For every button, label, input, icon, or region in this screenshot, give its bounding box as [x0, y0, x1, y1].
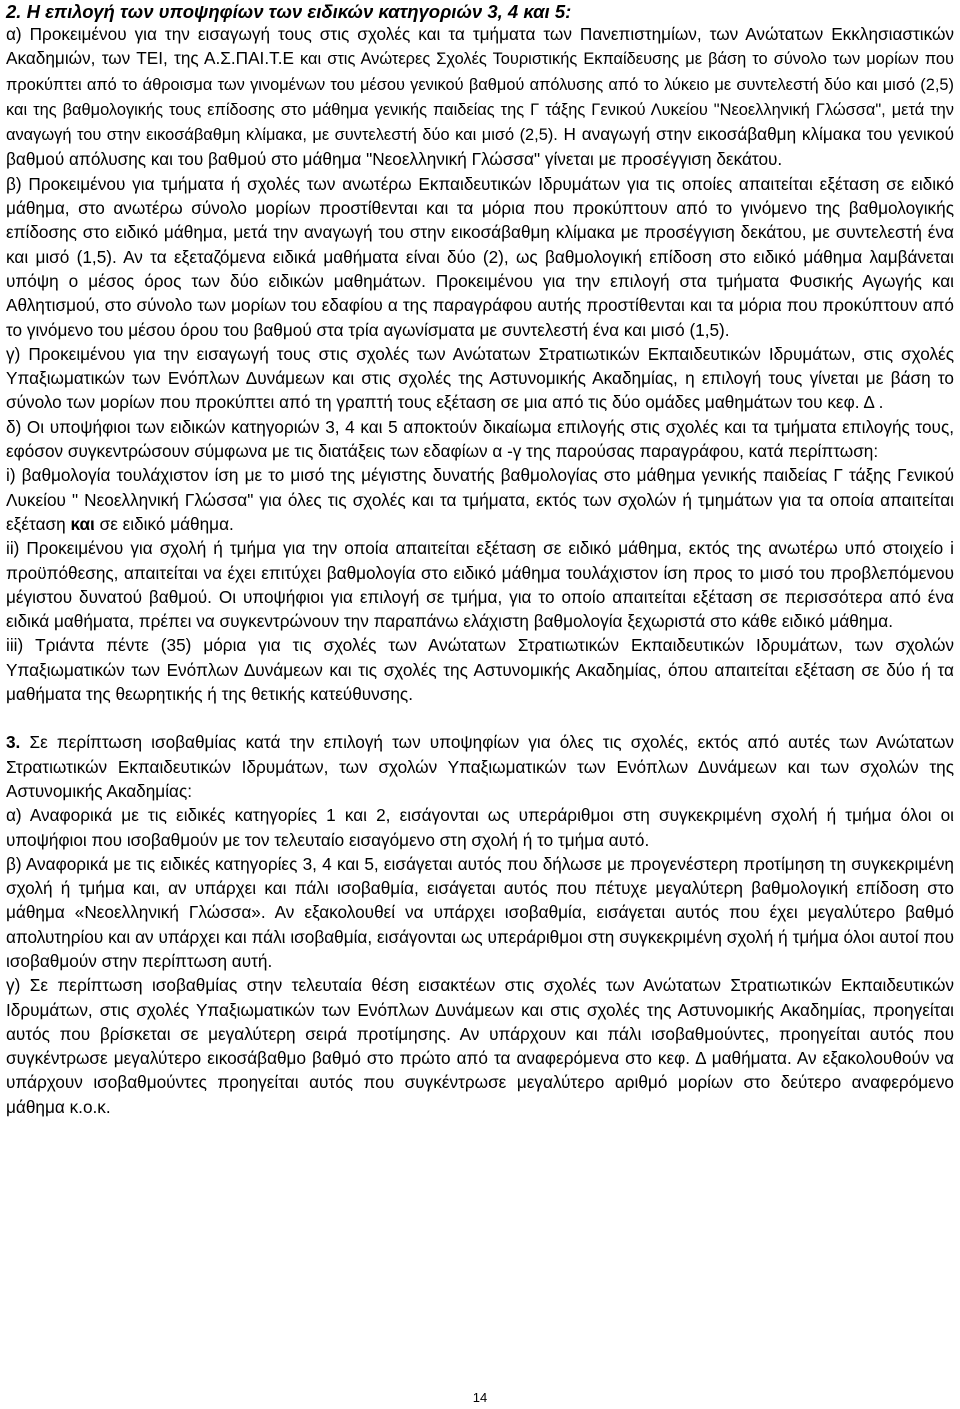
- paragraph-2d-iii: iii) Τριάντα πέντε (35) μόρια για τις σχολές των Ανώτατων Στρατιωτικών Εκπαιδευτικών Ιδρυμάτων, των σχολών Υπαξιωματικών των Ενόπλων Δυνάμεων και τις σχολές της Αστυνομικής Ακαδημίας, όπου απαιτείται εξέταση σε δύο ή τα μαθήματα της θεωρητικής ή της θετικής κατεύθυνσης.: [6, 635, 954, 705]
- paragraph-3b: β) Αναφορικά με τις ειδικές κατηγορίες 3, 4 και 5, εισάγεται αυτός που δήλωσε με προγενέστερη προτίμηση τη συγκεκριμένη σχολή ή τμήμα και, αν υπάρχει και πάλι ισοβαθμία, εισάγεται αυτός που πέτυχε μεγαλύτερη βαθμολογική επίδοση στο μάθημα «Νεοελληνική Γλώσσα». Αν εξακολουθεί να υπάρχει ισοβαθμία, εισάγεται αυτός που έχει μεγαλύτερο βαθμό απολυτηρίου και αν υπάρχει και πάλι ισοβαθμία, εισάγονται ως υπεράριθμοι στη συγκεκριμένη σχολή ή τμήμα όλοι αυτοί που ισοβαθμούν στην περίπτωση αυτή.: [6, 853, 954, 971]
- paragraph-2a-text-2: και στις Ανώτερες Σχολές Τουριστικής Εκπαίδευσης με βάση το σύνολο των μορίων που προκύπτει από το άθροισμα των γινομένων του μέσου γενικού βαθμού απόλυσης από το λύκειο με συντελεστή δύο και μισό (2,5) και της βαθμολογικής τους επίδοσης στο μάθημα γενικής παιδείας της Γ τάξης Γενικού Λυκείου "Νεοελληνική Γλώσσα", μετά την αναγωγή του στην εικοσάβαθμη κλίμακα, με συντελεστή δύο και μισό (2,5).: [6, 50, 954, 145]
- paragraph-2b: β) Προκειμένου για τμήματα ή σχολές των ανωτέρω Εκπαιδευτικών Ιδρυμάτων για τις οποίες απαιτείται εξέταση σε ειδικό μάθημα, στο ανωτέρω σύνολο μορίων προστίθενται και τα μόρια που προκύπτουν από το γινόμενο της βαθμολογικής επίδοσης στο ειδικό μάθημα, μετά την αναγωγή του στην εικοσάβαθμη κλίμακα με προσέγγιση δεκάτου, με συντελεστή ένα και μισό (1,5). Αν τα εξεταζόμενα ειδικά μαθήματα είναι δύο (2), ως βαθμολογική επίδοση στο ειδικό μάθημα λαμβάνεται υπόψη ο μέσος όρος των δύο ειδικών μαθημάτων. Προκειμένου για την επιλογή στα τμήματα Φυσικής Αγωγής και Αθλητισμού, στο σύνολο των μορίων του εδαφίου α της παραγράφου αυτής προστίθενται και τα μόρια που προκύπτουν από το γινόμενο του μέσου όρου του βαθμού στα τρία αγωνίσματα με συντελεστή ένα και μισό (1,5).: [6, 173, 954, 340]
- paragraph-2d-i-text-1: i) βαθμολογία τουλάχιστον ίση με το μισό της μέγιστης δυνατής βαθμολογίας στο μάθημα γενικής παιδείας Γ τάξης Γενικού Λυκείου " Νεοελληνική Γλώσσα" για όλες τις σχολές και τα τμήματα, εκτός των σχολών ή τμημάτων για τα οποία απαιτείται εξέταση: [6, 465, 954, 534]
- paragraph-3c: γ) Σε περίπτωση ισοβαθμίας στην τελευταία θέση εισακτέων στις σχολές των Ανώτατων Στρατιωτικών Εκπαιδευτικών Ιδρυμάτων, στις σχολές Υπαξιωματικών των Ενόπλων Δυνάμεων και στις σχολές της Αστυνομικής Ακαδημίας, προηγείται αυτός που βρίσκεται σε μεγαλύτερη σειρά προτίμησης. Αν υπάρχουν και πάλι ισοβαθμούντες, προηγείται αυτός που συγκέντρωσε μεγαλύτερο εικοσάβαθμο βαθμό στο πρώτο από τα αναφερόμενα στο κεφ. Δ μαθήματα. Αν εξακολουθούν να υπάρχουν ισοβαθμούντες προηγείται αυτός που συγκέντρωσε μεγαλύτερο αριθμό μορίων στο δεύτερο αναφερόμενο μάθημα κ.ο.κ.: [6, 975, 954, 1117]
- paragraph-3-intro: [6, 730, 954, 803]
- section-heading: 2. Η επιλογή των υποψηφίων των ειδικών κατηγοριών 3, 4 και 5:: [6, 1, 572, 22]
- paragraph-2d-i-text-2: σε ειδικό μάθημα.: [94, 513, 234, 534]
- paragraph-2a-text-3: Η αναγωγή στην εικοσάβαθμη κλίμακα του γενικού βαθμού απόλυσης και του βαθμού στο μάθημα "Νεοελληνική Γλώσσα" γίνεται με προσέγγιση δεκάτου.: [6, 124, 954, 170]
- paragraph-gap: [6, 706, 954, 730]
- page-number: 14: [472, 1390, 488, 1405]
- paragraph-2d-i: [6, 463, 954, 536]
- paragraph-2d: δ) Οι υποψήφιοι των ειδικών κατηγοριών 3, 4 και 5 αποκτούν δικαίωμα επιλογής στις σχολές και τα τμήματα επιλογής τους, εφόσον συγκεντρώσουν σύμφωνα με τις διατάξεις των εδαφίων α -γ της παρούσας παραγράφου, κατά περίπτωση:: [6, 416, 954, 462]
- section-3-number: 3.: [6, 732, 21, 753]
- document-page: [6, 2, 954, 1119]
- paragraph-2a-text-1: α) Προκειμένου για την εισαγωγή τους στις σχολές και τα τμήματα των Πανεπιστημίων, των Ανώτατων Εκκλησιαστικών Ακαδημιών, των ΤΕΙ, της Α.Σ.ΠΑΙ.Τ.Ε: [6, 24, 954, 69]
- paragraph-2d-ii: ii) Προκειμένου για σχολή ή τμήμα για την οποία απαιτείται εξέταση σε ειδικό μάθημα, εκτός της ανωτέρω υπό στοιχείο i προϋπόθεσης, απαιτείται να έχει επιτύχει βαθμολογία στο ειδικό μάθημα τουλάχιστον ίση προς το μισό του προβλεπόμενου μέγιστου δυνατού βαθμού. Οι υποψήφιοι για επιλογή σε τμήμα, για το οποίο απαιτείται εξέταση σε περισσότερα από ένα ειδικά μαθήματα, πρέπει να συγκεντρώνουν την παραπάνω ελάχιστη βαθμολογία ξεχωριστά στο κάθε ειδικό μάθημα.: [6, 538, 954, 632]
- paragraph-2a: [6, 22, 954, 172]
- paragraph-3-intro-text: Σε περίπτωση ισοβαθμίας κατά την επιλογή των υποψηφίων για όλες τις σχολές, εκτός από αυτές των Ανώτατων Στρατιωτικών Εκπαιδευτικών Ιδρυμάτων, των σχολών Υπαξιωματικών των Ενόπλων Δυνάμεων και των σχολών της Αστυνομικής Ακαδημίας:: [6, 732, 954, 801]
- paragraph-2d-i-bold: και: [70, 513, 95, 534]
- paragraph-2c: γ) Προκειμένου για την εισαγωγή τους στις σχολές των Ανώτατων Στρατιωτικών Εκπαιδευτικών Ιδρυμάτων, στις σχολές Υπαξιωματικών των Ενόπλων Δυνάμεων και στις σχολές της Αστυνομικής Ακαδημίας, η επιλογή τους γίνεται με βάση το σύνολο των μορίων που προκύπτει από τη γραπτή τους εξέταση σε μια από τις δύο ομάδες μαθημάτων του κεφ. Δ .: [6, 343, 954, 413]
- paragraph-3a: α) Αναφορικά με τις ειδικές κατηγορίες 1 και 2, εισάγονται ως υπεράριθμοι στη συγκεκριμένη σχολή ή τμήμα όλοι οι υποψήφιοι που ισοβαθμούν με τον τελευταίο εισαγόμενο στη σχολή ή το τμήμα αυτό.: [6, 805, 954, 850]
